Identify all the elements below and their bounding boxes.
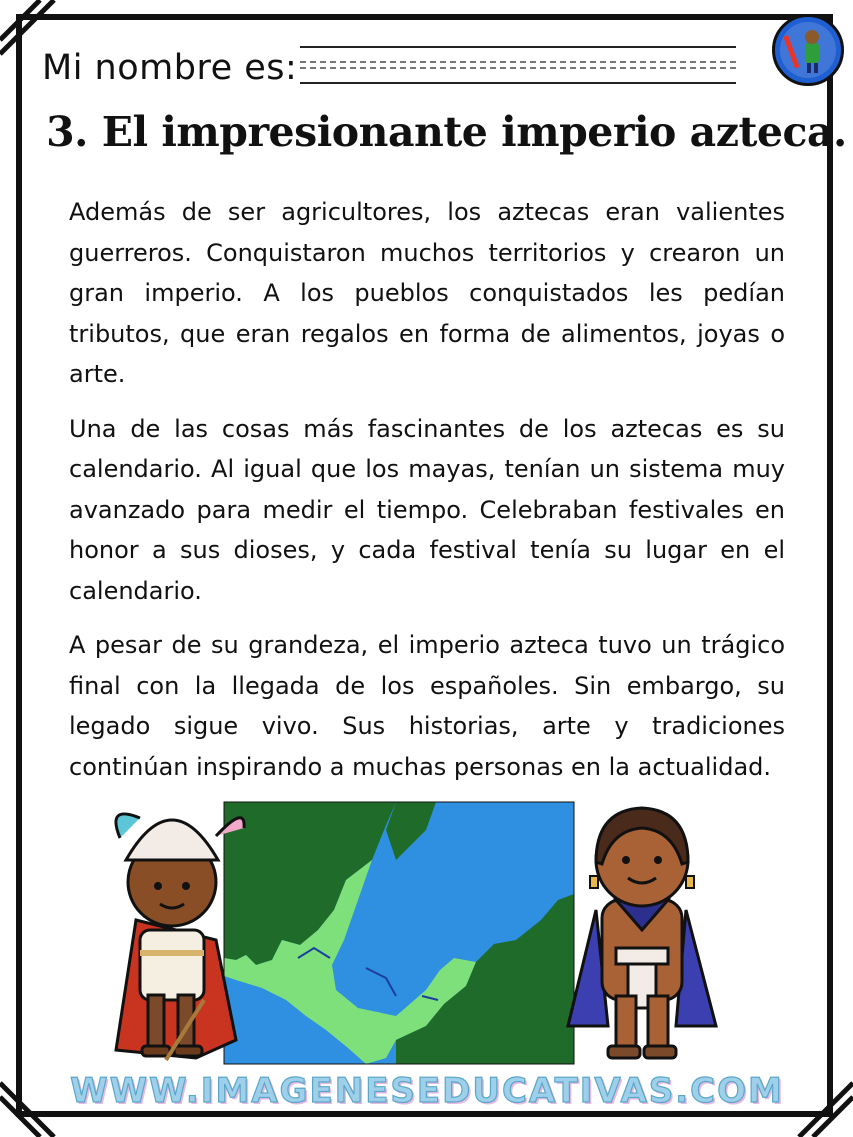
- name-label: Mi nombre es:: [42, 48, 298, 88]
- paragraph-2: Una de las cosas más fascinantes de los aztecas es su calendario. Al igual que los mayas, tenían un sistema muy avanzado para medir el tiempo. Celebraban festivales en honor a sus dioses, y cada festival tenía su lugar en el calendario.: [69, 414, 785, 605]
- page-title: 3. El impresionante imperio azteca.: [46, 108, 847, 156]
- corner-decoration-bottom-left: [0, 1073, 64, 1137]
- paragraph-3: A pesar de su grandeza, el imperio azteca tuvo un trágico final con la llegada de los españoles. Sin embargo, su legado sigue vivo. Sus historias, arte y tradiciones continúan inspirando a muchas personas en la actualidad.: [69, 631, 785, 781]
- mexico-map-illustration: [224, 802, 574, 1064]
- paragraph-1: Además de ser agricultores, los aztecas eran valientes guerreros. Conquistaron muchos territorios y crearon un gran imperio. A los pueblos conquistados les pedían tributos, que eran regalos en forma de alimentos, joyas o arte.: [69, 198, 785, 388]
- body-text: [69, 192, 785, 801]
- aztec-boy-illustration: [568, 808, 716, 1058]
- logo-badge-icon: [772, 14, 844, 86]
- illustration-area: [96, 790, 736, 1069]
- name-writing-lines[interactable]: [300, 46, 736, 86]
- footer-website: WWW.IMAGENESEDUCATIVAS.COM: [70, 1071, 784, 1111]
- name-row: [42, 48, 297, 88]
- corner-decoration-bottom-right: [789, 1073, 853, 1137]
